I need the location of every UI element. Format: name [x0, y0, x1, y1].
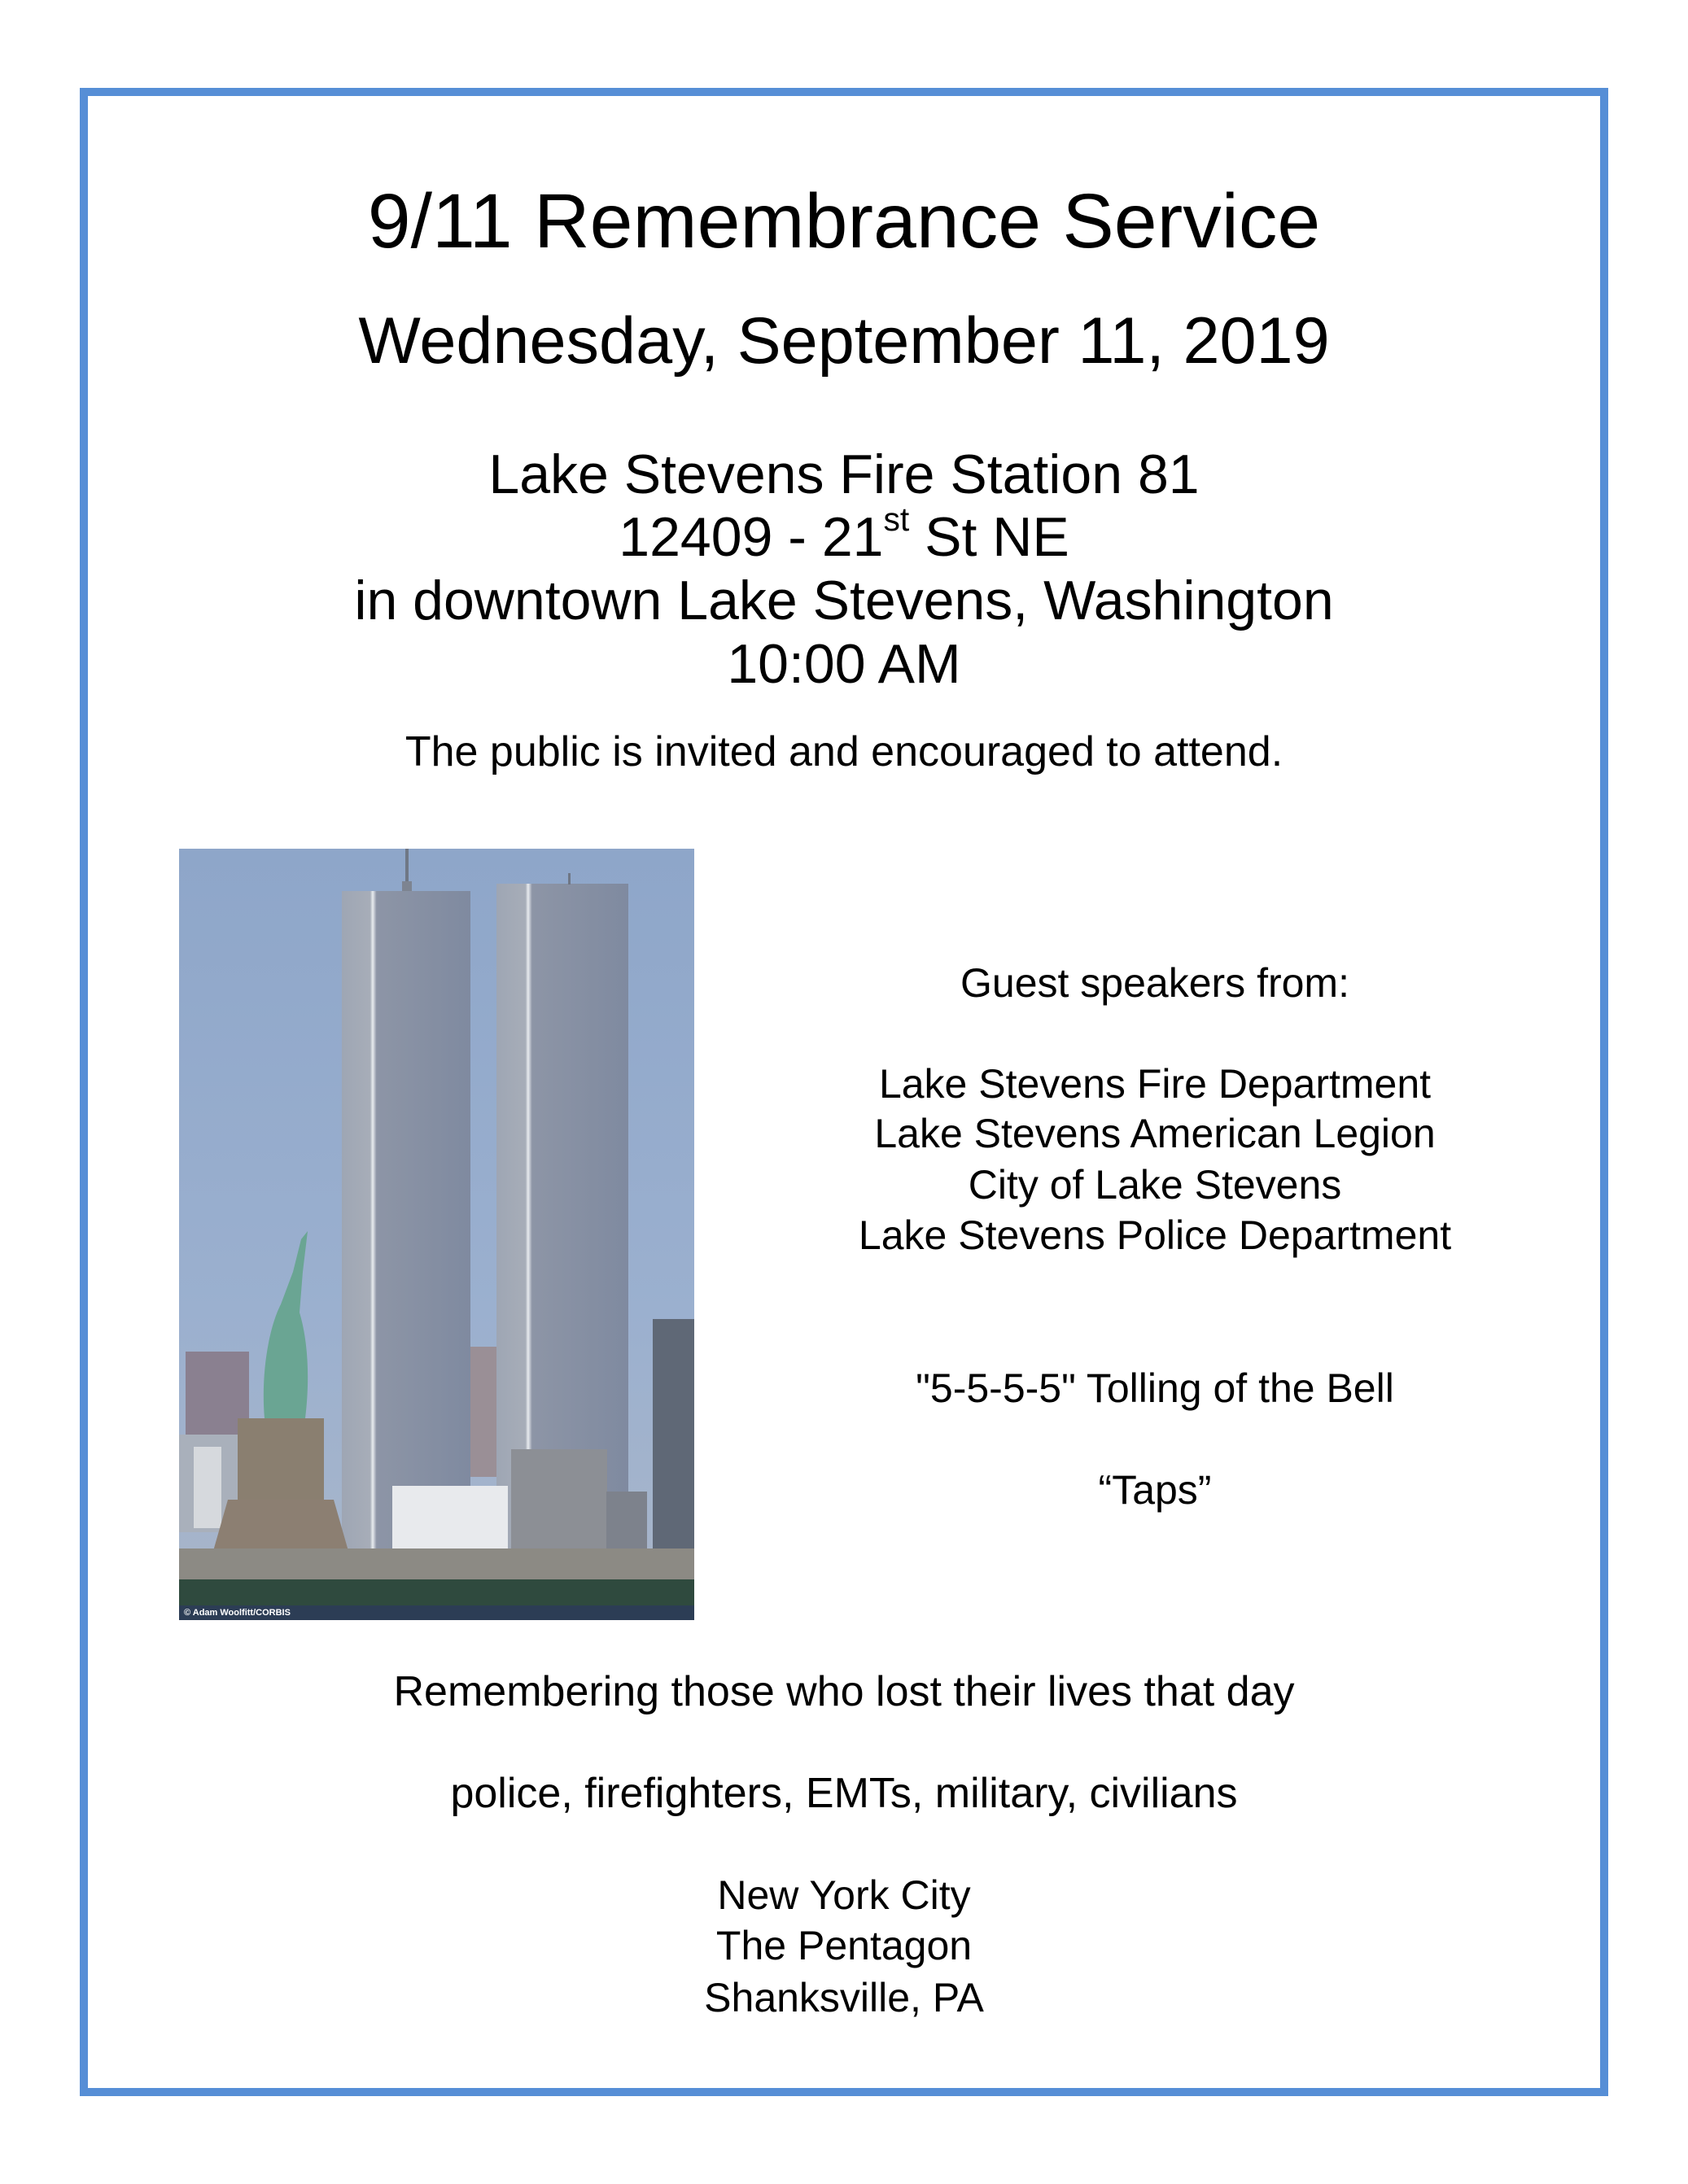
venue-area: in downtown Lake Stevens, Washington [354, 570, 1334, 631]
speaker-item: Lake Stevens American Legion [874, 1111, 1436, 1156]
bell-tolling: "5-5-5-5" Tolling of the Bell [916, 1365, 1394, 1411]
remembrance-groups: police, firefighters, EMTs, military, civilians [450, 1770, 1238, 1817]
invitation-text: The public is invited and encouraged to attend. [405, 728, 1283, 775]
speaker-item: City of Lake Stevens [968, 1162, 1342, 1208]
speaker-item: Lake Stevens Fire Department [878, 1061, 1432, 1107]
page-title: 9/11 Remembrance Service [367, 178, 1321, 264]
event-date: Wednesday, September 11, 2019 [358, 304, 1330, 378]
photo-credit [179, 1605, 694, 1620]
address-number: 12409 - 21 [619, 506, 884, 568]
speakers-heading: Guest speakers from: [960, 960, 1349, 1006]
taps: “Taps” [1098, 1467, 1212, 1513]
address-ordinal: st [883, 500, 910, 539]
place-item: New York City [717, 1872, 971, 1918]
twin-towers-photo [179, 849, 694, 1620]
place-item: Shanksville, PA [704, 1975, 984, 2020]
address-street: St NE [909, 506, 1069, 568]
remembrance-heading: Remembering those who lost their lives that day [393, 1668, 1295, 1715]
photo-credit-text: © Adam Woolfitt/CORBIS [184, 1608, 291, 1618]
speaker-item: Lake Stevens Police Department [858, 1212, 1452, 1258]
twin-towers-illustration [179, 849, 694, 1620]
venue-name: Lake Stevens Fire Station 81 [488, 443, 1200, 505]
event-time: 10:00 AM [727, 633, 961, 695]
venue-address [619, 500, 1069, 568]
place-item: The Pentagon [715, 1923, 973, 1968]
